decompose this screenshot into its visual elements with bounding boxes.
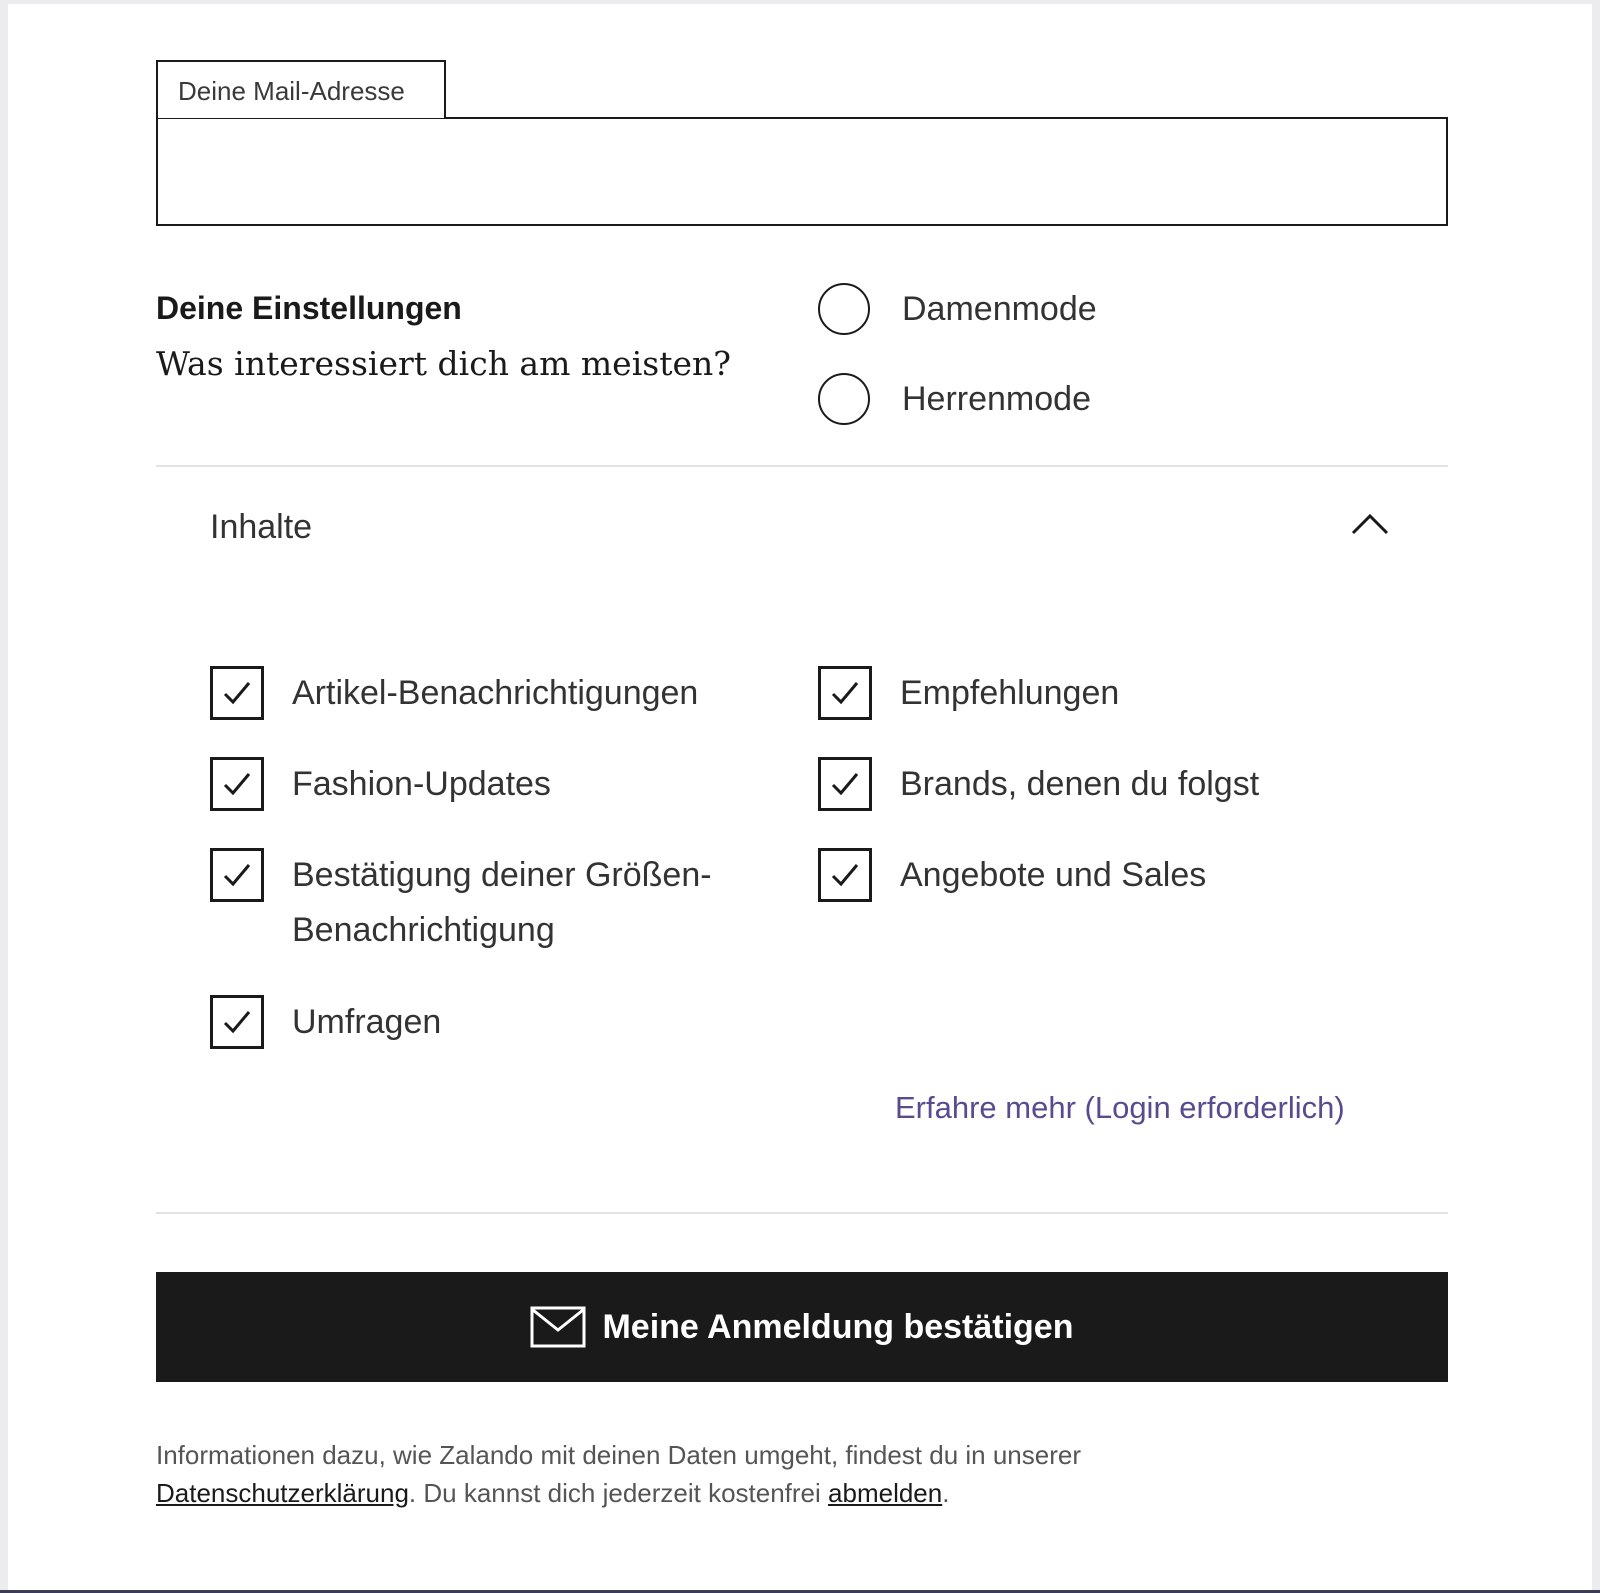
privacy-policy-link[interactable]: Datenschutzerklärung bbox=[156, 1478, 409, 1508]
checkbox-label: Brands, denen du folgst bbox=[900, 765, 1260, 803]
settings-subtitle: Was interessiert dich am meisten? bbox=[156, 344, 731, 383]
checkmark-icon bbox=[830, 680, 860, 706]
checkbox-groessen-benachrichtigung[interactable] bbox=[210, 848, 782, 958]
legal-text-1: Informationen dazu, wie Zalando mit deinen Daten umgeht, findest du in unserer bbox=[156, 1440, 1081, 1470]
settings-title: Deine Einstellungen bbox=[156, 290, 462, 326]
email-field[interactable] bbox=[158, 119, 1446, 224]
checkbox-artikel-benachrichtigungen[interactable] bbox=[210, 666, 772, 721]
divider bbox=[156, 1212, 1448, 1214]
checkbox-brands[interactable] bbox=[818, 757, 1380, 812]
email-field-box[interactable] bbox=[156, 117, 1448, 226]
checkbox-box[interactable] bbox=[210, 848, 264, 902]
checkbox-label: Artikel-Benachrichtigungen bbox=[292, 674, 699, 712]
checkbox-box[interactable] bbox=[818, 848, 872, 902]
checkbox-box[interactable] bbox=[210, 666, 264, 720]
checkbox-box[interactable] bbox=[210, 757, 264, 811]
divider bbox=[156, 465, 1448, 467]
window-frame-left bbox=[0, 0, 8, 1593]
confirm-subscription-button[interactable] bbox=[156, 1272, 1448, 1382]
checkbox-label: Bestätigung deiner Größen-Benachrichtigung bbox=[292, 856, 712, 949]
checkbox-empfehlungen[interactable] bbox=[818, 666, 1380, 721]
unsubscribe-link[interactable]: abmelden bbox=[828, 1478, 943, 1508]
envelope-icon bbox=[530, 1306, 586, 1348]
legal-text-2: . Du kannst dich jederzeit kostenfrei bbox=[408, 1478, 829, 1508]
checkmark-icon bbox=[222, 1009, 252, 1035]
legal-notice bbox=[156, 1436, 1448, 1512]
radio-herrenmode[interactable] bbox=[818, 373, 1091, 425]
checkbox-umfragen[interactable] bbox=[210, 995, 772, 1050]
window-frame-top bbox=[0, 0, 1600, 4]
checkbox-box[interactable] bbox=[818, 757, 872, 811]
email-label: Deine Mail-Adresse bbox=[178, 76, 405, 106]
learn-more-link[interactable]: Erfahre mehr (Login erforderlich) bbox=[895, 1090, 1345, 1125]
inhalte-toggle-label[interactable]: Inhalte bbox=[210, 508, 313, 546]
radio-circle[interactable] bbox=[818, 283, 870, 335]
radio-label: Damenmode bbox=[902, 289, 1097, 328]
checkmark-icon bbox=[830, 771, 860, 797]
checkbox-box[interactable] bbox=[818, 666, 872, 720]
chevron-up-icon[interactable] bbox=[1350, 512, 1390, 536]
checkbox-angebote-sales[interactable] bbox=[818, 848, 1380, 903]
legal-text-3: . bbox=[942, 1478, 950, 1508]
checkbox-label: Umfragen bbox=[292, 1003, 442, 1041]
radio-damenmode[interactable] bbox=[818, 283, 1097, 335]
checkbox-label: Fashion-Updates bbox=[292, 765, 551, 803]
checkmark-icon bbox=[222, 771, 252, 797]
confirm-subscription-label: Meine Anmeldung bestätigen bbox=[602, 1307, 1074, 1346]
email-label-tab bbox=[156, 60, 446, 118]
window-frame-right bbox=[1592, 0, 1600, 1593]
checkbox-label: Angebote und Sales bbox=[900, 856, 1207, 894]
checkmark-icon bbox=[830, 862, 860, 888]
radio-label: Herrenmode bbox=[902, 379, 1091, 418]
radio-circle[interactable] bbox=[818, 373, 870, 425]
checkbox-fashion-updates[interactable] bbox=[210, 757, 772, 812]
checkbox-box[interactable] bbox=[210, 995, 264, 1049]
checkmark-icon bbox=[222, 680, 252, 706]
checkbox-label: Empfehlungen bbox=[900, 674, 1120, 712]
checkmark-icon bbox=[222, 862, 252, 888]
